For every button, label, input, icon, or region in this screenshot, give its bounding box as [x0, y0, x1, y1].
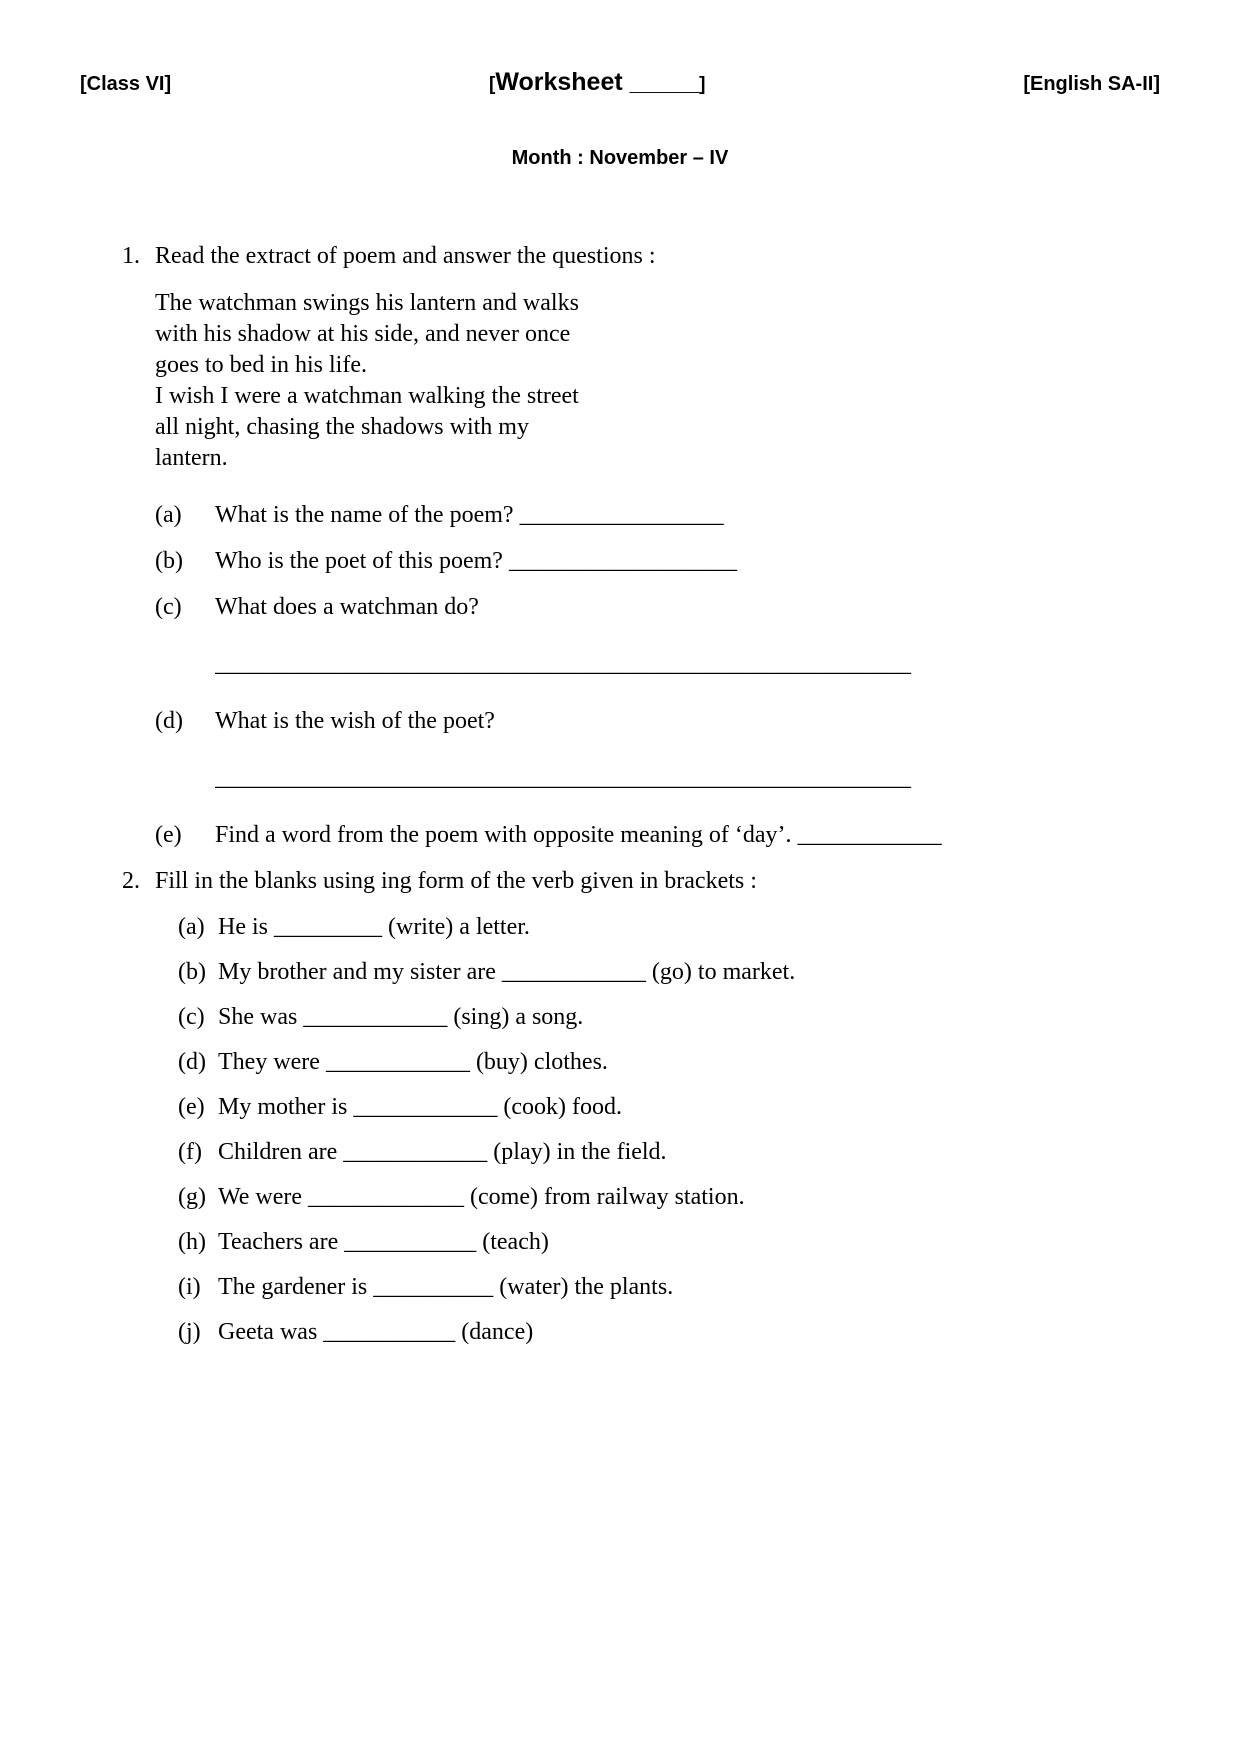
- poem-extract: [155, 288, 1160, 474]
- sub-question-label: (e): [155, 822, 182, 848]
- answer-blank: _________________: [519, 502, 724, 528]
- sub-question-e: [155, 821, 1160, 850]
- fill-item-label: (i): [178, 1274, 201, 1300]
- poem-line: goes to bed in his life.: [155, 352, 367, 378]
- sub-question-text: [215, 501, 1160, 530]
- fill-item-label: (g): [178, 1184, 206, 1210]
- fill-item-label: (j): [178, 1319, 201, 1345]
- fill-item-label: (e): [178, 1094, 205, 1120]
- fill-item-text: They were ____________ (buy) clothes.: [218, 1049, 608, 1075]
- sub-question-d: [155, 707, 1160, 736]
- fill-item-text: Geeta was ___________ (dance): [218, 1319, 534, 1345]
- poem-line: with his shadow at his side, and never once: [155, 321, 571, 347]
- fill-item-label: (h): [178, 1229, 206, 1255]
- question-1-prompt: Read the extract of poem and answer the questions :: [155, 243, 656, 269]
- fill-item-b: [178, 958, 1160, 987]
- fill-item-d: [178, 1048, 1160, 1077]
- question-2-items: [178, 913, 1160, 1347]
- sub-question-text: What does a watchman do?: [215, 594, 479, 620]
- answer-blank: ___________________: [508, 548, 737, 574]
- sub-question-body: Find a word from the poem with opposite meaning of ‘day’.: [215, 822, 792, 848]
- answer-blank: ____________: [797, 822, 942, 848]
- fill-item-g: [178, 1183, 1160, 1212]
- poem-line: The watchman swings his lantern and walks: [155, 290, 579, 316]
- poem-line: lantern.: [155, 445, 228, 471]
- answer-line: __________________________________________________________: [215, 765, 911, 791]
- fill-item-j: [178, 1318, 1160, 1347]
- sub-question-label: (c): [155, 594, 182, 620]
- fill-item-text: Children are ____________ (play) in the field.: [218, 1139, 667, 1165]
- sub-question-text: [215, 821, 1160, 850]
- fill-item-a: [178, 913, 1160, 942]
- answer-line: __________________________________________________________: [215, 651, 911, 677]
- sub-question-label: (a): [155, 502, 182, 528]
- sub-question-c: [155, 593, 1160, 622]
- fill-item-label: (c): [178, 1004, 205, 1030]
- fill-item-text: The gardener is __________ (water) the plants.: [218, 1274, 674, 1300]
- month-title: Month : November – IV: [511, 147, 729, 169]
- fill-item-text: My mother is ____________ (cook) food.: [218, 1094, 622, 1120]
- worksheet-title: [489, 68, 705, 97]
- sub-question-b: [155, 547, 1160, 576]
- fill-item-label: (b): [178, 959, 206, 985]
- fill-item-text: We were _____________ (come) from railway station.: [218, 1184, 745, 1210]
- fill-item-text: He is _________ (write) a letter.: [218, 914, 530, 940]
- fill-item-e: [178, 1093, 1160, 1122]
- question-2-heading: [122, 867, 1160, 896]
- sub-question-a: [155, 501, 1160, 530]
- worksheet-number-blank: _____: [622, 68, 700, 96]
- question-2-prompt: Fill in the blanks using ing form of the verb given in brackets :: [155, 868, 757, 894]
- question-1-heading: [122, 242, 1160, 271]
- sub-question-text: What is the wish of the poet?: [215, 708, 495, 734]
- fill-item-i: [178, 1273, 1160, 1302]
- sub-question-body: Who is the poet of this poem?: [215, 548, 503, 574]
- class-label: [Class VI]: [80, 73, 172, 95]
- sub-question-label: (b): [155, 548, 183, 574]
- question-1-number: 1.: [122, 243, 140, 269]
- fill-item-label: (f): [178, 1139, 202, 1165]
- fill-item-f: [178, 1138, 1160, 1167]
- poem-line: I wish I were a watchman walking the street: [155, 383, 579, 409]
- fill-item-label: (d): [178, 1049, 206, 1075]
- sub-question-body: What is the name of the poem?: [215, 502, 514, 528]
- fill-item-text: My brother and my sister are ____________ (go) to market.: [218, 959, 796, 985]
- worksheet-title-text: Worksheet: [495, 68, 623, 96]
- fill-item-label: (a): [178, 914, 205, 940]
- fill-item-text: She was ____________ (sing) a song.: [218, 1004, 584, 1030]
- fill-item-h: [178, 1228, 1160, 1257]
- sub-question-label: (d): [155, 708, 183, 734]
- page-header: [80, 68, 1160, 97]
- sub-question-text: [215, 547, 1160, 576]
- fill-item-text: Teachers are ___________ (teach): [218, 1229, 549, 1255]
- subject-label: [English SA-II]: [1023, 73, 1160, 95]
- worksheet-title-bracket-open: [: [489, 74, 496, 95]
- question-1-subquestions: [80, 501, 1160, 850]
- question-2-number: 2.: [122, 868, 140, 894]
- poem-line: all night, chasing the shadows with my: [155, 414, 529, 440]
- worksheet-title-bracket-close: ]: [699, 74, 706, 95]
- fill-item-c: [178, 1003, 1160, 1032]
